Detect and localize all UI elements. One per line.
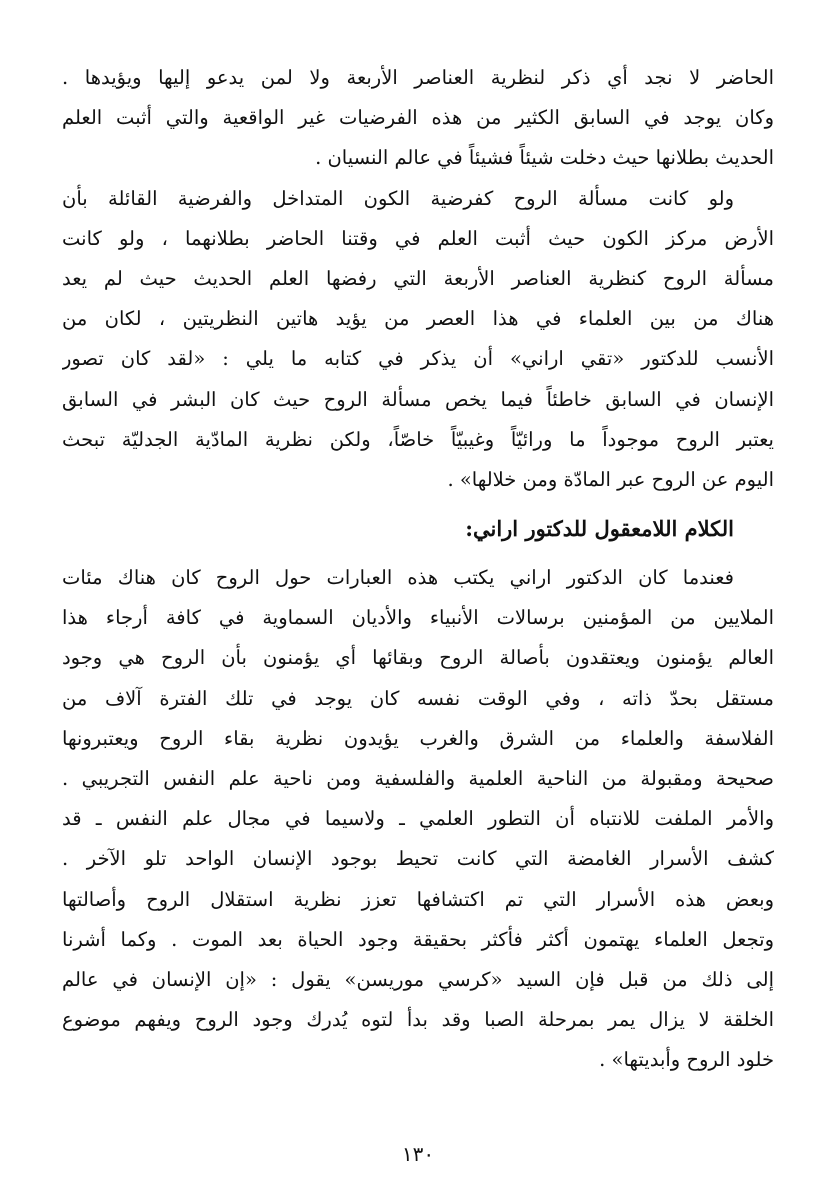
page-number: ١٣٠ — [401, 1142, 435, 1166]
text-line: وتجعل العلماء يهتمون أكثر فأكثر بحقيقة وجود الحياة بعد الموت . وكما أشرنا — [62, 927, 774, 951]
paragraph-2 — [62, 179, 774, 501]
text-line: وبعض هذه الأسرار التي تم اكتشافها تعزز نظرية استقلال الروح وأصالتها — [62, 887, 774, 911]
text-line: إلى ذلك من قبل فإن السيد «كرسي موريسن» يقول : «إن الإنسان في عالم — [62, 967, 774, 991]
text-line: العالم يؤمنون ويعتقدون بأصالة الروح وبقائها أي يؤمنون بأن الروح هي وجود — [62, 646, 774, 670]
paragraph-3 — [62, 558, 774, 1080]
text-line: مسألة الروح كنظرية العناصر الأربعة التي رفضها العلم الحديث حيث لم يعد — [62, 266, 774, 290]
text-line: صحيحة ومقبولة من الناحية العلمية والفلسفية ومن ناحية علم النفس التجريبي . — [62, 767, 774, 790]
text-line: هناك من بين العلماء في هذا العصر من يؤيد هاتين النظريتين ، لكان من — [62, 307, 774, 331]
text-line: الحاضر لا نجد أي ذكر لنظرية العناصر الأربعة ولا لمن يدعو إليها ويؤيدها . — [62, 66, 774, 89]
text-line: الملايين من المؤمنين برسالات الأنبياء والأديان السماوية في كافة أرجاء هذا — [62, 606, 774, 630]
text-line: وكان يوجد في السابق الكثير من هذه الفرضيات غير الواقعية والتي أثبت العلم — [62, 106, 774, 130]
text-line: والأمر الملفت للانتباه أن التطور العلمي ـ ولاسيما في مجال علم النفس ـ قد — [62, 807, 774, 831]
text-line: الفلاسفة والعلماء من الشرق والغرب يؤيدون نظرية بقاء الروح ويعتبرونها — [62, 726, 774, 750]
text-line: الخلقة لا يزال يمر بمرحلة الصبا وقد بدأ لتوه يُدرك وجود الروح ويفهم موضوع — [62, 1008, 774, 1032]
text-line: كشف الأسرار الغامضة التي كانت تحيط بوجود الإنسان الواحد تلو الآخر . — [62, 847, 774, 871]
document-page — [62, 58, 774, 1081]
text-line: يعتبر الروح موجوداً ما ورائيّاً وغيبيّاً خاصّاً، ولكن نظرية المادّية الجدليّة تبحث — [62, 427, 774, 451]
text-line: فعندما كان الدكتور اراني يكتب هذه العبارات حول الروح كان هناك مئات — [62, 566, 734, 590]
paragraph-1 — [62, 58, 774, 179]
section-heading: الكلام اللامعقول للدكتور اراني: — [465, 516, 734, 542]
text-line: الأرض مركز الكون حيث أثبت العلم في وقتنا الحاضر بطلانهما ، ولو كانت — [62, 226, 774, 250]
text-line: خلود الروح وأبديتها» . — [599, 1048, 774, 1072]
text-line: الحديث بطلانها حيث دخلت شيئاً فشيئاً في عالم النسيان . — [315, 146, 774, 170]
text-line: مستقل بحدّ ذاته ، وفي الوقت نفسه كان يوجد في تلك الفترة آلاف من — [62, 686, 774, 710]
text-line: الأنسب للدكتور «تقي اراني» أن يذكر في كتابه ما يلي : «لقد كان تصور — [62, 347, 774, 371]
text-line: ولو كانت مسألة الروح كفرضية الكون المتداخل والفرضية القائلة بأن — [62, 186, 734, 210]
text-line: اليوم عن الروح عبر المادّة ومن خلالها» . — [447, 467, 774, 491]
text-line: الإنسان في السابق خاطئاً فيما يخص مسألة الروح حيث كان البشر في السابق — [62, 387, 774, 411]
